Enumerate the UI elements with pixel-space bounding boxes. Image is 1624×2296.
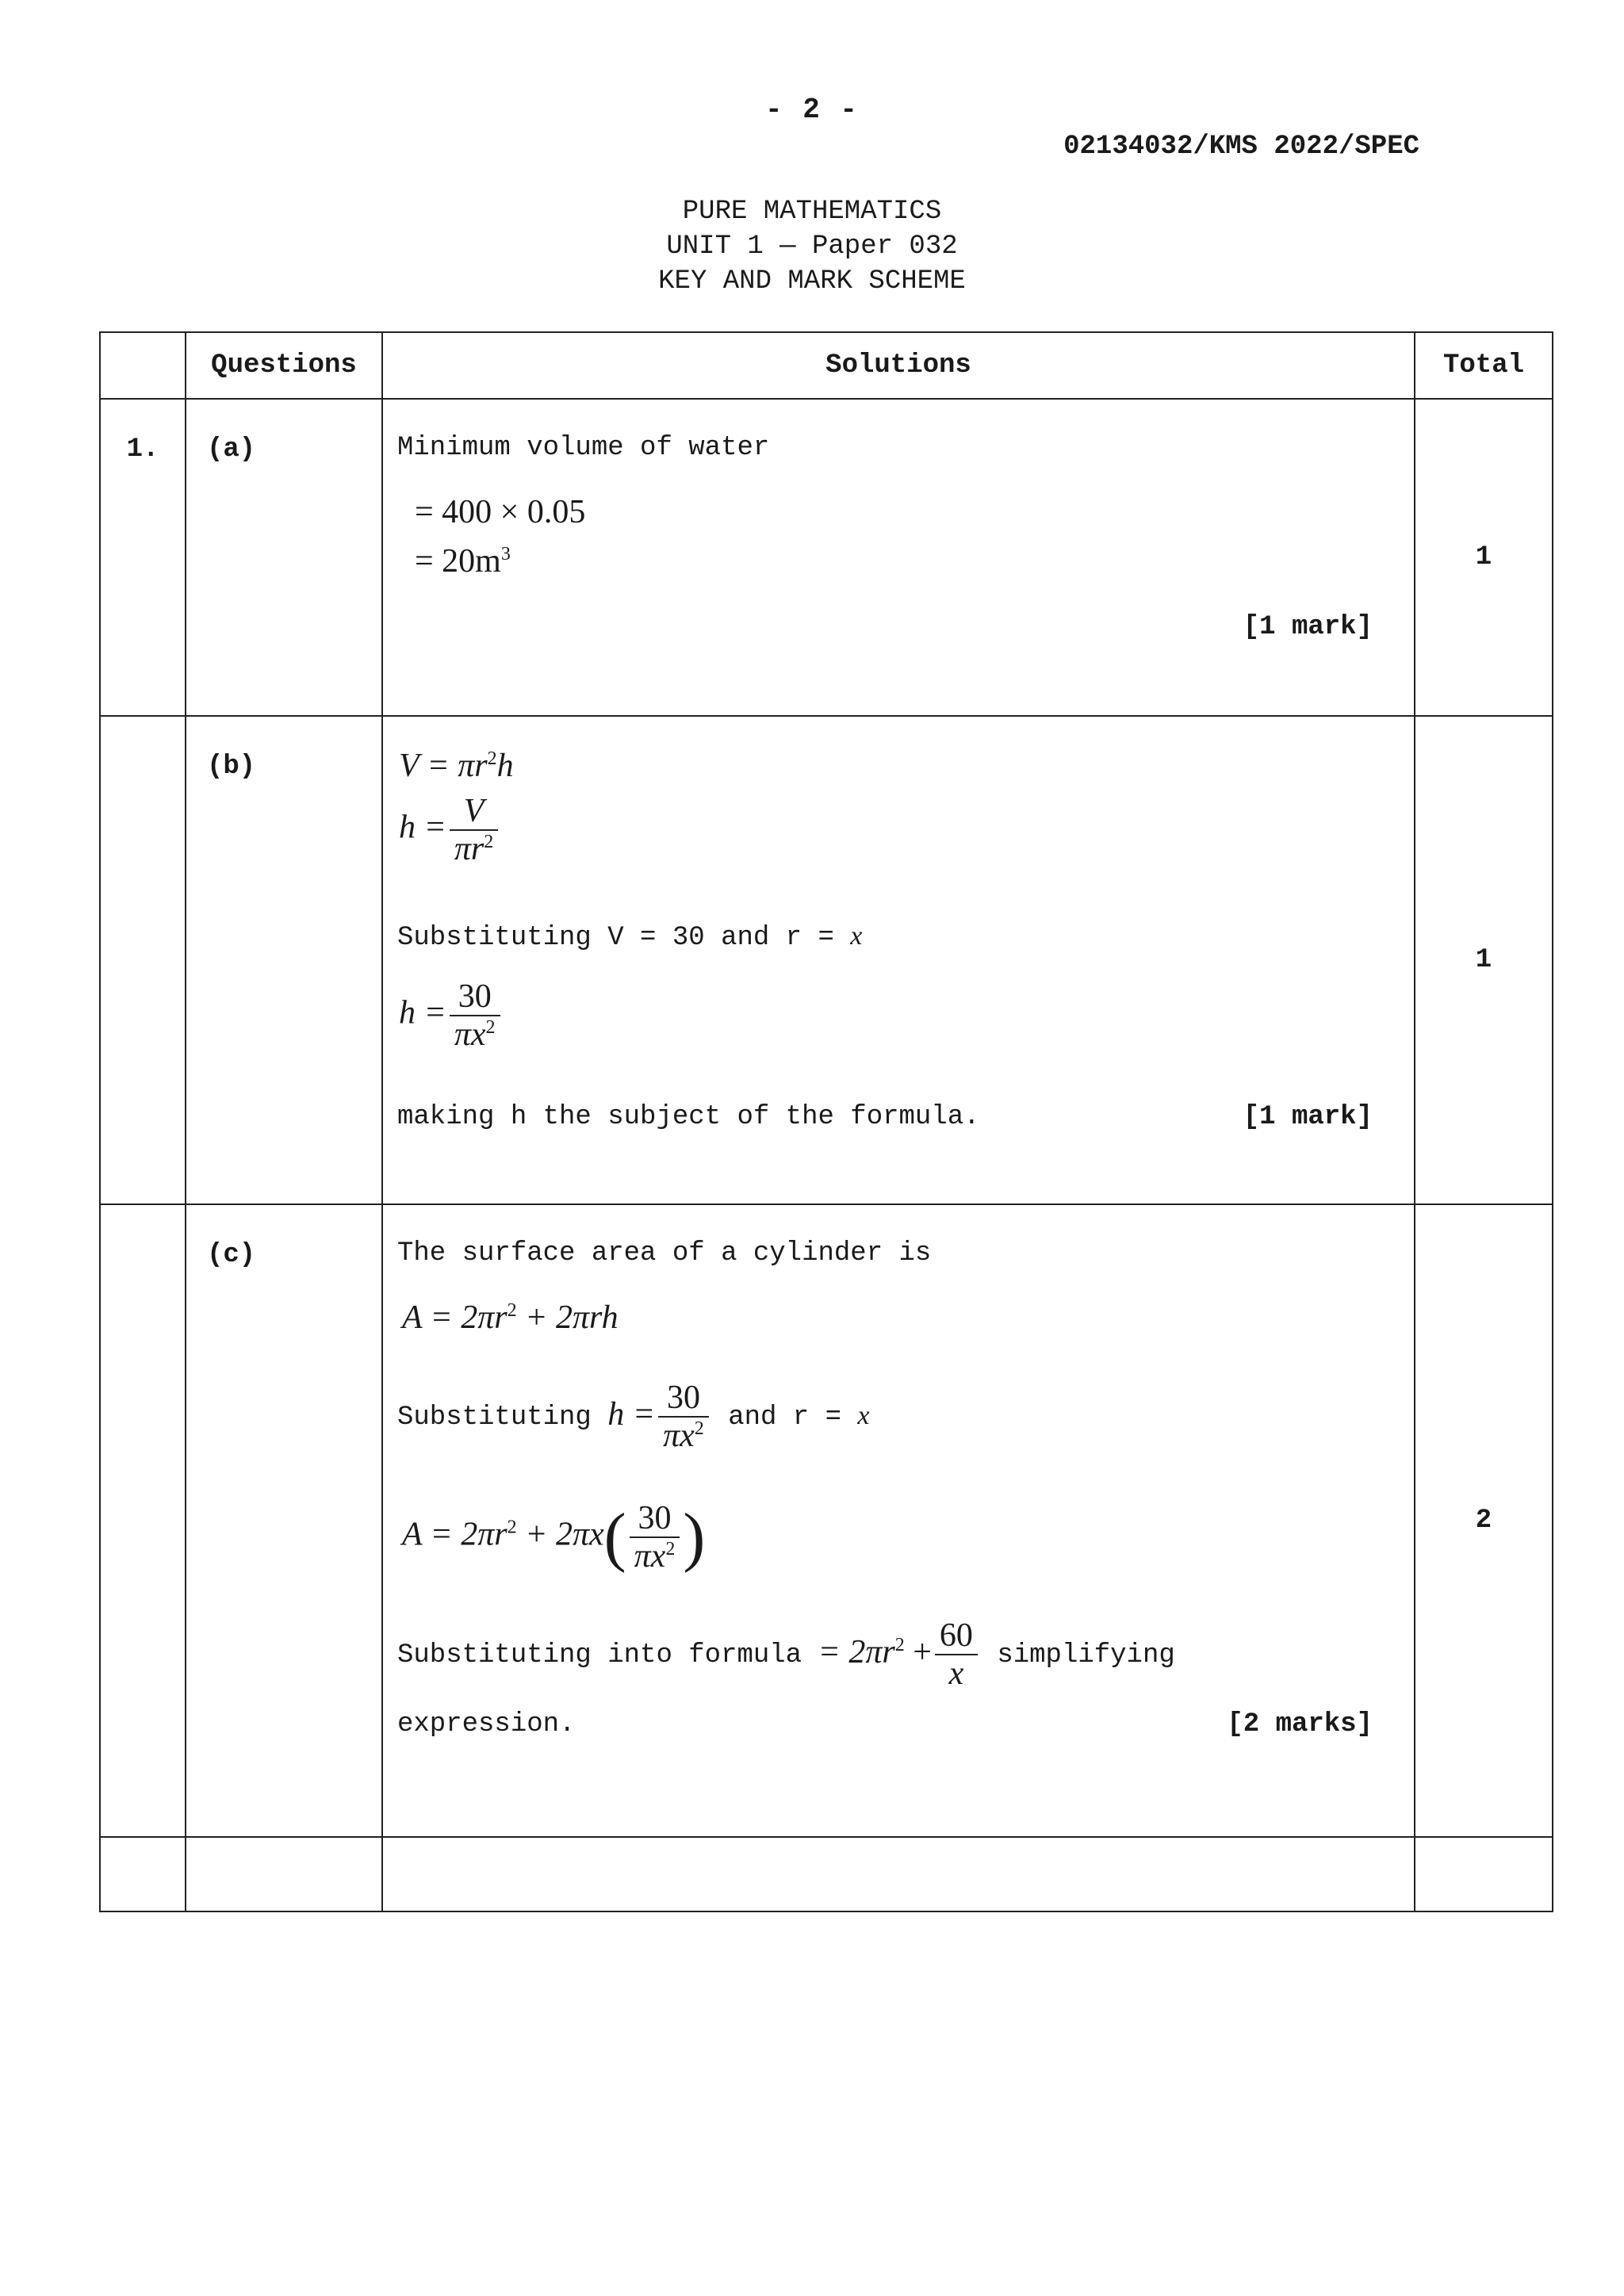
part-label-c: (c) <box>186 1204 382 1837</box>
solution-equation: = $20m^3$ <box>415 543 511 580</box>
solution-text: Substituting h = $\frac{30}{\pi x^2}$ and r = x <box>397 1380 870 1454</box>
solution-cell-b <box>382 716 1415 1204</box>
solution-equation: $A = 2\pi r^2 + 2\pi x$( $\frac{30}{\pi x^2}$ ) <box>402 1500 706 1575</box>
header-blank <box>100 332 186 399</box>
blank-cell <box>382 1837 1415 1911</box>
solution-text: Substituting V = 30 and r = x <box>397 921 863 953</box>
page-number: - 2 - <box>764 94 860 126</box>
table-header-row <box>100 332 1553 399</box>
solution-text: The surface area of a cylinder is <box>397 1238 932 1269</box>
total-marks: 2 <box>1415 1204 1553 1837</box>
heading-scheme: KEY AND MARK SCHEME <box>658 266 966 297</box>
table-row <box>100 716 1553 1204</box>
mark-scheme-table <box>99 331 1553 1912</box>
solution-equation: h = $\frac{30}{\pi x^2}$ <box>399 978 504 1053</box>
document-heading <box>0 194 1624 299</box>
blank-cell <box>186 1837 382 1911</box>
header-total: Total <box>1415 332 1553 399</box>
solution-text: expression. <box>397 1709 576 1739</box>
question-number: 1. <box>100 399 186 716</box>
heading-unit: UNIT 1 — Paper 032 <box>666 232 958 262</box>
solution-equation: $A = 2\pi r^2 + 2\pi rh$ <box>402 1299 619 1336</box>
document-code: 02134032/KMS 2022/SPEC <box>1063 132 1419 162</box>
heading-subject: PURE MATHEMATICS <box>682 197 942 227</box>
table-row <box>100 399 1553 716</box>
blank-cell <box>100 1837 186 1911</box>
table-row-empty <box>100 1837 1553 1911</box>
mark-allocation: [1 mark] <box>1243 612 1373 642</box>
table-row <box>100 1204 1553 1837</box>
mark-allocation: [1 mark] <box>1243 1102 1373 1132</box>
solution-equation: $V = \pi r^2h$ <box>399 748 514 784</box>
solution-text: making h the subject of the formula. <box>397 1102 980 1132</box>
blank-cell <box>100 716 186 1204</box>
total-marks: 1 <box>1415 399 1553 716</box>
total-marks: 1 <box>1415 716 1553 1204</box>
blank-cell <box>100 1204 186 1837</box>
part-label-b: (b) <box>186 716 382 1204</box>
header-questions: Questions <box>186 332 382 399</box>
solution-cell-a <box>382 399 1415 716</box>
solution-text: Substituting into formula = $2\pi r^2$ + $\frac{60}{x}$ simplifying <box>397 1617 1175 1692</box>
mark-allocation: [2 marks] <box>1227 1709 1373 1739</box>
solution-equation: h = $\frac{V}{\pi r^2}$ <box>399 793 501 867</box>
solution-text: Minimum volume of water <box>397 433 770 463</box>
header-solutions: Solutions <box>382 332 1415 399</box>
part-label-a: (a) <box>186 399 382 716</box>
solution-equation: = 400 × 0.05 <box>415 494 586 530</box>
solution-cell-c <box>382 1204 1415 1837</box>
blank-cell <box>1415 1837 1553 1911</box>
